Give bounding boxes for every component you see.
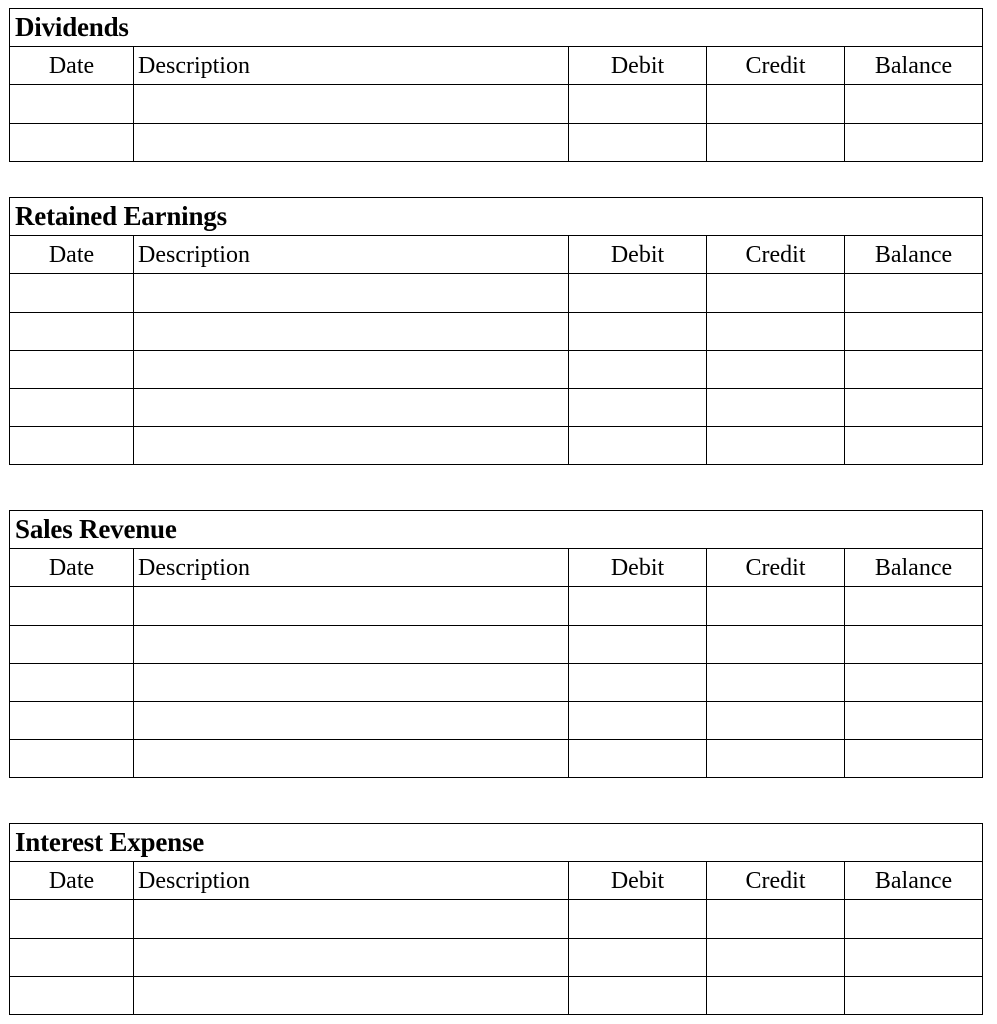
ledger-entry-row [10,85,983,123]
balance-cell [845,701,983,739]
description-cell [134,123,569,161]
credit-cell [707,625,845,663]
debit-cell [569,625,707,663]
date-cell [10,427,134,465]
balance-header: Balance [845,47,983,85]
credit-header: Credit [707,47,845,85]
balance-header: Balance [845,236,983,274]
description-header: Description [134,236,569,274]
ledger-entry-row [10,740,983,778]
credit-cell [707,701,845,739]
balance-cell [845,274,983,312]
ledger-sales-revenue [9,510,983,778]
credit-cell [707,976,845,1014]
date-cell [10,123,134,161]
debit-cell [569,350,707,388]
date-cell [10,663,134,701]
credit-cell [707,123,845,161]
date-cell [10,85,134,123]
ledger-title: Dividends [10,9,983,47]
date-header: Date [10,47,134,85]
ledger-entry-row [10,701,983,739]
ledger-title-row [10,511,983,549]
ledger-title: Retained Earnings [10,198,983,236]
ledger-title-row [10,824,983,862]
ledger-header-row [10,236,983,274]
debit-cell [569,663,707,701]
date-header: Date [10,236,134,274]
date-cell [10,625,134,663]
ledger-title: Sales Revenue [10,511,983,549]
credit-cell [707,274,845,312]
credit-cell [707,312,845,350]
date-cell [10,350,134,388]
balance-cell [845,976,983,1014]
description-cell [134,587,569,625]
date-cell [10,388,134,426]
ledger-entry-row [10,350,983,388]
balance-cell [845,427,983,465]
balance-cell [845,938,983,976]
description-cell [134,625,569,663]
debit-header: Debit [569,862,707,900]
debit-cell [569,900,707,938]
ledger-entry-row [10,123,983,161]
ledger-entry-row [10,938,983,976]
debit-cell [569,587,707,625]
date-cell [10,900,134,938]
balance-header: Balance [845,862,983,900]
debit-header: Debit [569,47,707,85]
ledger-header-row [10,549,983,587]
date-cell [10,740,134,778]
ledger-entry-row [10,388,983,426]
description-cell [134,427,569,465]
credit-header: Credit [707,236,845,274]
debit-cell [569,938,707,976]
balance-cell [845,663,983,701]
credit-cell [707,740,845,778]
description-cell [134,740,569,778]
balance-cell [845,900,983,938]
date-cell [10,312,134,350]
balance-cell [845,123,983,161]
description-cell [134,900,569,938]
ledger-entry-row [10,976,983,1014]
debit-cell [569,976,707,1014]
ledger-entry-row [10,900,983,938]
ledger-header-row [10,862,983,900]
debit-cell [569,274,707,312]
ledger-title-row [10,9,983,47]
description-cell [134,976,569,1014]
date-cell [10,587,134,625]
ledger-retained-earnings [9,197,983,465]
debit-cell [569,740,707,778]
credit-cell [707,350,845,388]
balance-cell [845,388,983,426]
credit-cell [707,388,845,426]
ledger-interest-expense [9,823,983,1015]
balance-cell [845,740,983,778]
description-cell [134,663,569,701]
debit-header: Debit [569,549,707,587]
balance-cell [845,350,983,388]
credit-cell [707,938,845,976]
balance-cell [845,312,983,350]
date-cell [10,274,134,312]
balance-cell [845,85,983,123]
balance-cell [845,625,983,663]
description-cell [134,274,569,312]
ledger-entry-row [10,663,983,701]
description-cell [134,350,569,388]
ledger-entry-row [10,427,983,465]
credit-header: Credit [707,549,845,587]
ledger-title: Interest Expense [10,824,983,862]
description-header: Description [134,47,569,85]
description-cell [134,701,569,739]
ledger-entry-row [10,312,983,350]
date-cell [10,701,134,739]
debit-cell [569,388,707,426]
credit-header: Credit [707,862,845,900]
ledger-entry-row [10,625,983,663]
description-cell [134,388,569,426]
debit-header: Debit [569,236,707,274]
debit-cell [569,85,707,123]
description-header: Description [134,862,569,900]
date-header: Date [10,862,134,900]
description-header: Description [134,549,569,587]
credit-cell [707,900,845,938]
ledger-entry-row [10,587,983,625]
balance-cell [845,587,983,625]
date-header: Date [10,549,134,587]
credit-cell [707,663,845,701]
debit-cell [569,427,707,465]
debit-cell [569,123,707,161]
ledger-entry-row [10,274,983,312]
debit-cell [569,701,707,739]
debit-cell [569,312,707,350]
description-cell [134,312,569,350]
ledger-dividends [9,8,983,162]
credit-cell [707,427,845,465]
ledger-header-row [10,47,983,85]
description-cell [134,85,569,123]
date-cell [10,976,134,1014]
ledger-title-row [10,198,983,236]
balance-header: Balance [845,549,983,587]
date-cell [10,938,134,976]
credit-cell [707,587,845,625]
description-cell [134,938,569,976]
credit-cell [707,85,845,123]
